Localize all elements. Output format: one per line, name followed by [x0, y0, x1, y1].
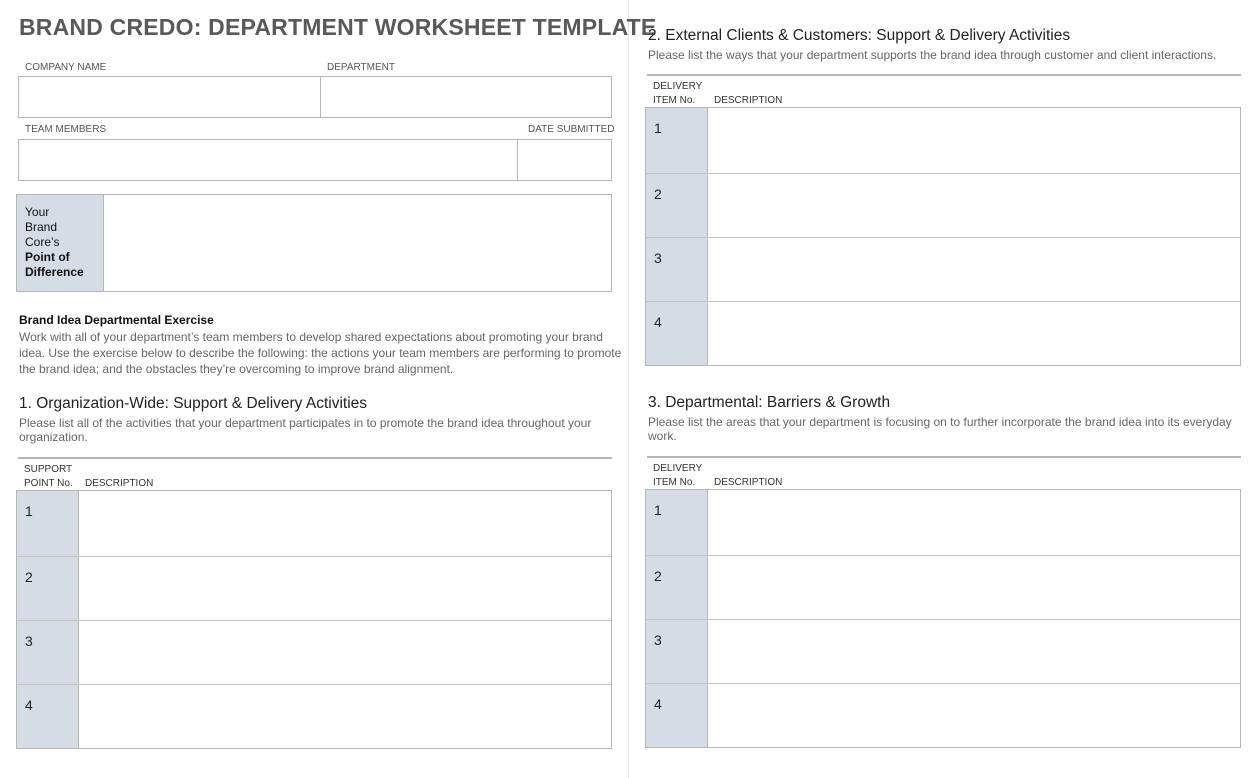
credo-label-line: Brand — [25, 220, 58, 234]
table-row — [646, 173, 1240, 237]
page-title: BRAND CREDO: DEPARTMENT WORKSHEET TEMPLATE — [19, 14, 657, 40]
description-field[interactable] — [708, 620, 1240, 683]
description-field[interactable] — [79, 557, 611, 620]
credo-label-line-bold: Point of — [25, 250, 70, 264]
point-of-difference-label — [17, 195, 103, 291]
section1-description: Please list all of the activities that your department participates in to promote the brand idea throughout your organization. — [19, 416, 592, 444]
section2-col-description: DESCRIPTION — [714, 95, 783, 106]
row-number: 2 — [646, 556, 708, 619]
row-number: 2 — [17, 557, 79, 620]
description-field[interactable] — [708, 238, 1240, 301]
section1-table — [16, 490, 612, 749]
page-divider — [628, 0, 629, 778]
col-number-line: POINT No. — [24, 478, 73, 489]
description-field[interactable] — [708, 302, 1240, 365]
row-number: 1 — [646, 490, 708, 555]
section3-description: Please list the areas that your department is focusing on to further incorporate the brand idea into its everyday work. — [648, 415, 1232, 443]
table-row — [646, 108, 1240, 173]
section2-table — [645, 107, 1241, 366]
section2-col-number — [653, 80, 702, 108]
row-number: 3 — [646, 620, 708, 683]
table-row — [17, 491, 611, 556]
col-number-line: ITEM No. — [653, 477, 696, 488]
table-row — [646, 237, 1240, 301]
row-number: 1 — [17, 491, 79, 556]
row-number: 4 — [646, 684, 708, 747]
team-members-label: TEAM MEMBERS — [25, 124, 107, 135]
team-members-field[interactable] — [19, 140, 518, 180]
company-name-label: COMPANY NAME — [25, 62, 107, 73]
row-number: 4 — [17, 685, 79, 748]
table-row — [17, 684, 611, 748]
point-of-difference-field[interactable] — [103, 195, 611, 291]
section3-table — [645, 489, 1241, 748]
date-submitted-label: DATE SUBMITTED — [528, 124, 615, 135]
department-field[interactable] — [321, 77, 611, 117]
section2-description: Please list the ways that your department supports the brand idea through customer and client interactions. — [648, 48, 1217, 62]
col-number-line: DELIVERY — [653, 81, 703, 92]
table-row — [646, 301, 1240, 365]
section3-title: 3. Departmental: Barriers & Growth — [648, 394, 891, 411]
table-row — [646, 490, 1240, 555]
col-number-line: ITEM No. — [653, 95, 696, 106]
description-field[interactable] — [79, 491, 611, 556]
table-row — [17, 620, 611, 684]
row-number: 4 — [646, 302, 708, 365]
section1-title: 1. Organization-Wide: Support & Delivery Activities — [19, 395, 368, 412]
row-number: 1 — [646, 108, 708, 173]
section2-rule — [647, 74, 1241, 76]
description-field[interactable] — [708, 684, 1240, 747]
table-row — [17, 556, 611, 620]
table-row — [646, 555, 1240, 619]
section1-rule — [18, 457, 612, 459]
col-number-line: DELIVERY — [653, 463, 703, 474]
company-name-field[interactable] — [19, 77, 321, 117]
section1-col-number — [24, 463, 73, 491]
description-field[interactable] — [79, 621, 611, 684]
description-field[interactable] — [79, 685, 611, 748]
description-field[interactable] — [708, 108, 1240, 173]
exercise-heading: Brand Idea Departmental Exercise — [19, 313, 214, 327]
exercise-description: Work with all of your department’s team members to develop shared expectations about promoting your brand idea. Use the exercise below to describe the following: the actions your team members are performing to promote the brand idea; and the obstacles they’re overcoming to improve brand alignment. — [19, 330, 622, 376]
description-field[interactable] — [708, 490, 1240, 555]
section3-col-number — [653, 462, 702, 490]
department-label: DEPARTMENT — [327, 62, 395, 73]
credo-label-line-bold: Difference — [25, 265, 84, 279]
company-department-row — [18, 76, 612, 118]
section3-col-description: DESCRIPTION — [714, 477, 783, 488]
description-field[interactable] — [708, 174, 1240, 237]
section1-col-description: DESCRIPTION — [85, 478, 154, 489]
row-number: 3 — [646, 238, 708, 301]
section2-title: 2. External Clients & Customers: Support & Delivery Activities — [648, 27, 1071, 44]
credo-label-line: Core’s — [25, 235, 60, 249]
team-date-row — [18, 139, 612, 181]
description-field[interactable] — [708, 556, 1240, 619]
section3-rule — [647, 456, 1241, 458]
row-number: 3 — [17, 621, 79, 684]
credo-label-line: Your — [25, 205, 50, 219]
table-row — [646, 619, 1240, 683]
table-row — [646, 683, 1240, 747]
row-number: 2 — [646, 174, 708, 237]
date-submitted-field[interactable] — [518, 140, 611, 180]
col-number-line: SUPPORT — [24, 464, 73, 475]
point-of-difference-box — [16, 194, 612, 292]
